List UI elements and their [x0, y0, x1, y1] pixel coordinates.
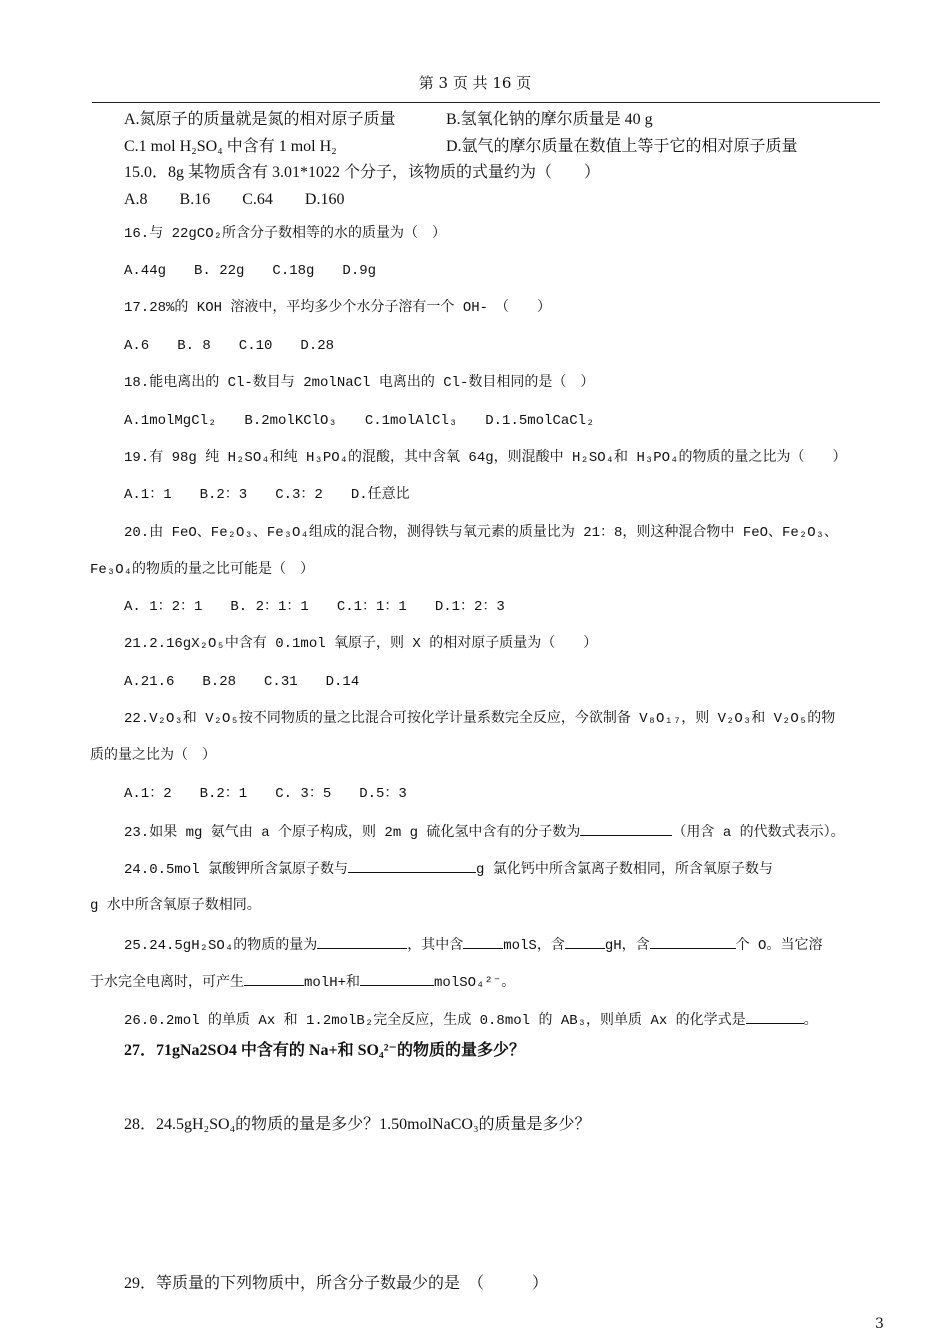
options-21: A.21.6 B.28 C.31 D.14 [124, 674, 360, 690]
answer-blank[interactable] [348, 858, 476, 873]
question-25-text: molS，含 [503, 938, 565, 954]
option-a-14: A.氮原子的质量就是氮的相对原子质量 [124, 111, 396, 128]
option-b-14: B.氢氧化钠的摩尔质量是 40 g [446, 111, 653, 128]
options-18: A.1molMgCl₂ B.2molKClO₃ C.1molAlCl₃ D.1.5molCaCl₂ [124, 413, 595, 429]
question-25-text: 于水完全电离时，可产生 [90, 975, 244, 991]
question-24-text: 24.0.5mol 氯酸钾所含氯原子数与 [124, 862, 349, 878]
question-21: 21.2.16gX₂O₅中含有 0.1mol 氧原子，则 X 的相对原子质量为（ ） [124, 636, 598, 652]
question-27: 27．71gNa2SO4 中含有的 Na+和 SO₄²⁻的物质的量多少？ [124, 1042, 525, 1059]
answer-blank[interactable] [317, 934, 407, 949]
question-25-text: molSO₄²⁻。 [434, 975, 516, 991]
question-15: 15.0．8g 某物质含有 3.01*1022 个分子，该物质的式量约为（ ） [124, 164, 601, 181]
options-20: A. 1：2：1 B. 2：1：1 C.1：1：1 D.1：2：3 [124, 599, 505, 615]
question-19: 19.有 98g 纯 H₂SO₄和纯 H₃PO₄的混酸，其中含氧 64g，则混酸中 H₂SO₄和 H₃PO₄的物质的量之比为（ ） [124, 450, 847, 466]
options-16: A.44g B. 22g C.18g D.9g [124, 263, 377, 279]
question-25-cont [90, 971, 515, 993]
answer-blank[interactable] [650, 934, 736, 949]
question-18: 18.能电离出的 Cl-数目与 2molNaCl 电离出的 Cl-数目相同的是（ ） [124, 375, 595, 391]
question-23-text: 23.如果 mg 氨气由 a 个原子构成，则 2m g 硫化氢中含有的分子数为 [124, 825, 581, 841]
answer-blank[interactable] [463, 934, 503, 949]
question-25-text: gH，含 [604, 938, 650, 954]
answer-blank[interactable] [565, 934, 605, 949]
question-23-suffix: （用含 a 的代数式表示）。 [672, 825, 845, 841]
question-20: 20.由 FeO、Fe₂O₃、Fe₃O₄组成的混合物，测得铁与氧元素的质量比为 21：8，则这种混合物中 FeO、Fe₂O₃、 [124, 525, 839, 541]
answer-blank[interactable] [580, 821, 672, 836]
options-17: A.6 B. 8 C.10 D.28 [124, 338, 335, 354]
question-24 [124, 858, 773, 880]
option-c-14: C.1 mol H₂SO₄ 中含有 1 mol H₂ [124, 138, 337, 155]
question-25-text: 25.24.5gH₂SO₄的物质的量为 [124, 938, 318, 954]
question-25-text: 个 O。当它溶 [735, 938, 823, 954]
question-26-text: 26.0.2mol 的单质 Ax 和 1.2molB₂完全反应，生成 0.8mol 的 AB₃，则单质 Ax 的化学式是 [124, 1013, 746, 1029]
answer-blank[interactable] [360, 971, 434, 986]
question-24-cont: g 水中所含氧原子数相同。 [90, 898, 261, 914]
page-number: 3 [875, 1316, 884, 1332]
question-25-text: molH+和 [304, 975, 361, 991]
question-28: 28．24.5gH₂SO₄的物质的量是多少？1.50molNaCO₃的质量是多少？ [124, 1116, 591, 1133]
options-22: A.1：2 B.2：1 C. 3：5 D.5：3 [124, 786, 407, 802]
question-17: 17.28%的 KOH 溶液中，平均多少个水分子溶有一个 OH- （ ） [124, 300, 552, 316]
question-29: 29．等质量的下列物质中，所含分子数最少的是 （ ） [124, 1275, 549, 1292]
question-24-suffix: g 氯化钙中所含氯离子数相同，所含氧原子数与 [476, 862, 773, 878]
option-d-14: D.氩气的摩尔质量在数值上等于它的相对原子质量 [446, 138, 798, 155]
options-19: A.1：1 B.2：3 C.3：2 D.任意比 [124, 487, 410, 503]
question-26-suffix: 。 [803, 1013, 818, 1029]
question-20-cont: Fe₃O₄的物质的量之比可能是（ ） [90, 562, 315, 578]
options-15: A.8 B.16 C.64 D.160 [124, 191, 345, 208]
question-22: 22.V₂O₃和 V₂O₅按不同物质的量之比混合可按化学计量系数完全反应，今欲制备 V₈O₁₇，则 V₂O₃和 V₂O₅的物 [124, 711, 836, 727]
question-25 [124, 934, 822, 956]
question-23 [124, 821, 845, 843]
question-25-text: ，其中含 [407, 938, 464, 954]
question-16: 16.与 22gCO₂所含分子数相等的水的质量为（ ） [124, 226, 447, 242]
page-header: 第 3 页 共 16 页 [418, 74, 532, 92]
answer-blank[interactable] [244, 971, 304, 986]
question-22-cont: 质的量之比为（ ） [90, 748, 216, 764]
answer-blank[interactable] [746, 1009, 804, 1024]
question-26 [124, 1009, 818, 1031]
header-rule [92, 102, 880, 103]
